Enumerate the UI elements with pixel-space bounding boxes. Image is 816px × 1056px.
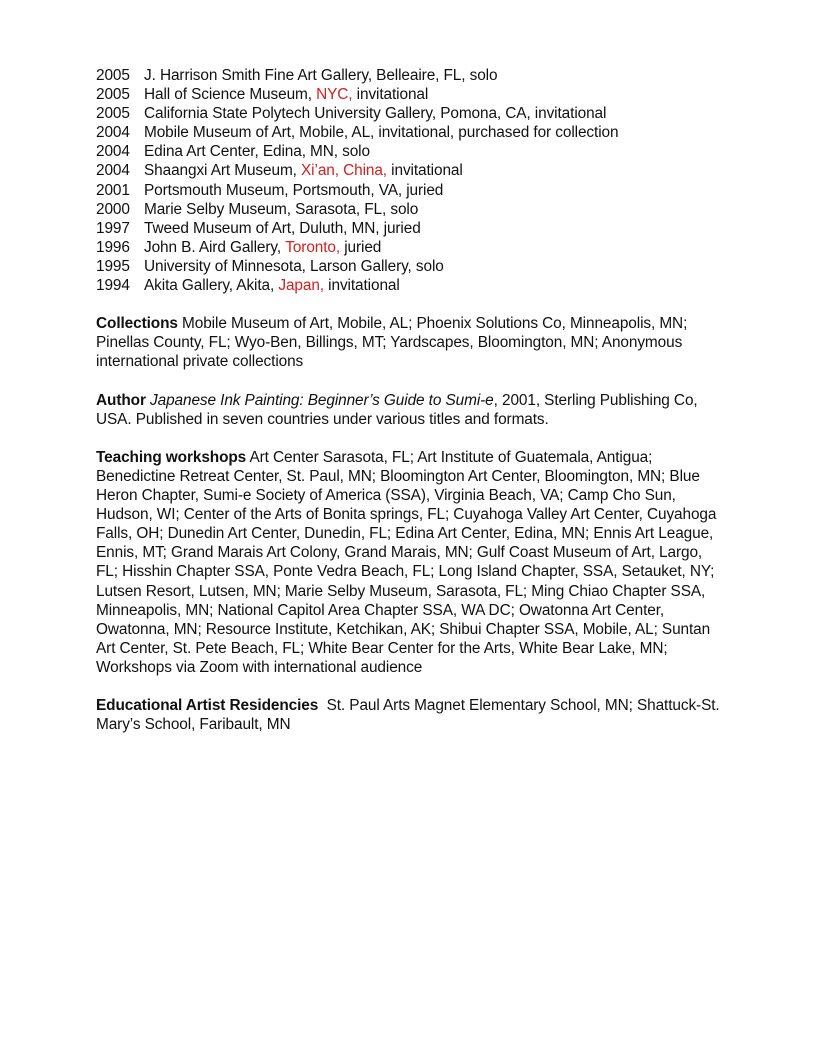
exhibition-type: invitational xyxy=(324,277,400,295)
exhibition-row xyxy=(96,142,726,161)
exhibition-row xyxy=(96,276,726,295)
exhibition-location-highlight: Japan, xyxy=(278,277,324,295)
exhibitions-list xyxy=(96,66,726,295)
exhibition-venue: Marie Selby Museum, Sarasota, FL, solo xyxy=(144,200,419,218)
exhibition-year: 2004 xyxy=(96,162,130,180)
exhibition-venue: Edina Art Center, Edina, MN, solo xyxy=(144,143,370,161)
exhibition-row xyxy=(96,85,726,104)
exhibition-type: juried xyxy=(340,238,382,256)
exhibition-location-highlight: Xi’an, China, xyxy=(301,162,387,180)
exhibition-location-highlight: NYC, xyxy=(316,86,353,104)
teaching-section xyxy=(96,448,726,677)
exhibition-year: 2001 xyxy=(96,181,130,199)
exhibition-type: invitational xyxy=(352,86,429,104)
exhibition-venue: Portsmouth Museum, Portsmouth, VA, juried xyxy=(144,181,444,199)
exhibition-row xyxy=(96,181,726,200)
exhibition-venue: John B. Aird Gallery, xyxy=(144,238,286,256)
exhibition-type: invitational xyxy=(386,162,463,180)
exhibition-year: 1994 xyxy=(96,277,130,295)
book-title: Japanese Ink Painting: Beginner’s Guide to Sumi-e xyxy=(150,391,494,409)
exhibition-year: 2005 xyxy=(96,67,130,84)
residencies-label: Educational Artist Residencies xyxy=(96,697,319,715)
residencies-text: St. Paul Arts Magnet Elementary School, MN; Shattuck-St. Mary’s School, Faribault, MN xyxy=(96,697,724,734)
exhibition-venue: Shaangxi Art Museum, xyxy=(144,162,302,180)
exhibition-year: 1995 xyxy=(96,257,130,275)
exhibition-year: 1997 xyxy=(96,219,130,237)
exhibition-year: 2005 xyxy=(96,105,130,123)
exhibition-venue: Akita Gallery, Akita, xyxy=(144,277,279,295)
exhibition-year: 2005 xyxy=(96,86,130,104)
exhibition-location-highlight: Toronto, xyxy=(285,238,341,256)
exhibition-row xyxy=(96,161,726,180)
exhibition-row xyxy=(96,257,726,276)
exhibition-row xyxy=(96,104,726,123)
exhibition-venue: University of Minnesota, Larson Gallery, solo xyxy=(144,257,444,275)
collections-label: Collections xyxy=(96,315,178,333)
exhibition-row xyxy=(96,219,726,238)
exhibition-row xyxy=(96,238,726,257)
collections-text: Mobile Museum of Art, Mobile, AL; Phoenix Solutions Co, Minneapolis, MN; Pinellas County, FL; Wyo-Ben, Billings, MT; Yardscapes, Bloomington, MN; Anonymous international private collections xyxy=(96,315,688,371)
cv-page xyxy=(96,66,726,734)
exhibition-row xyxy=(96,66,726,85)
exhibition-row xyxy=(96,123,726,142)
exhibition-venue: Mobile Museum of Art, Mobile, AL, invitational, purchased for collection xyxy=(144,124,619,142)
exhibition-venue: Hall of Science Museum, xyxy=(144,86,317,104)
author-section xyxy=(96,391,726,429)
exhibition-year: 1996 xyxy=(96,238,130,256)
exhibition-venue: J. Harrison Smith Fine Art Gallery, Belleaire, FL, solo xyxy=(144,67,498,84)
exhibition-row xyxy=(96,200,726,219)
teaching-text: Art Center Sarasota, FL; Art Institute of Guatemala, Antigua; Benedictine Retreat Center, St. Paul, MN; Bloomington Art Center, Bloomington, MN; Blue Heron Chapter, Sumi-e Society of America (SSA), Virginia Beach, VA; Camp Cho Sun, Hudson, WI; Center of the Arts of Bonita springs, FL; Cuyahoga Valley Art Center, Cuyahoga Falls, OH; Dunedin Art Center, Dunedin, FL; Edina Art Center, Edina, MN; Ennis Art League, Ennis, MT; Grand Marais Art Colony, Grand Marais, MN; Gulf Coast Museum of Art, Largo, FL; Hisshin Chapter SSA, Ponte Vedra Beach, FL; Long Island Chapter, SSA, Setauket, NY; Lutsen Resort, Lutsen, MN; Marie Selby Museum, Sarasota, FL; Ming Chiao Chapter SSA, Minneapolis, MN; National Capitol Area Chapter SSA, WA DC; Owatonna Art Center, Owatonna, MN; Resource Institute, Ketchikan, AK; Shibui Chapter SSA, Mobile, AL; Suntan Art Center, St. Pete Beach, FL; White Bear Center for the Arts, White Bear Lake, MN; Workshops via Zoom with international audience xyxy=(96,448,717,676)
teaching-label: Teaching workshops xyxy=(96,448,247,466)
exhibition-year: 2000 xyxy=(96,200,130,218)
exhibition-year: 2004 xyxy=(96,143,130,161)
author-text: , 2001, Sterling Publishing Co, USA. Published in seven countries under various titles and formats. xyxy=(96,391,698,428)
exhibition-venue: California State Polytech University Gallery, Pomona, CA, invitational xyxy=(144,105,607,123)
residencies-section xyxy=(96,696,726,734)
author-label: Author xyxy=(96,391,146,409)
exhibition-year: 2004 xyxy=(96,124,130,142)
exhibition-venue: Tweed Museum of Art, Duluth, MN, juried xyxy=(144,219,421,237)
collections-section xyxy=(96,314,726,371)
